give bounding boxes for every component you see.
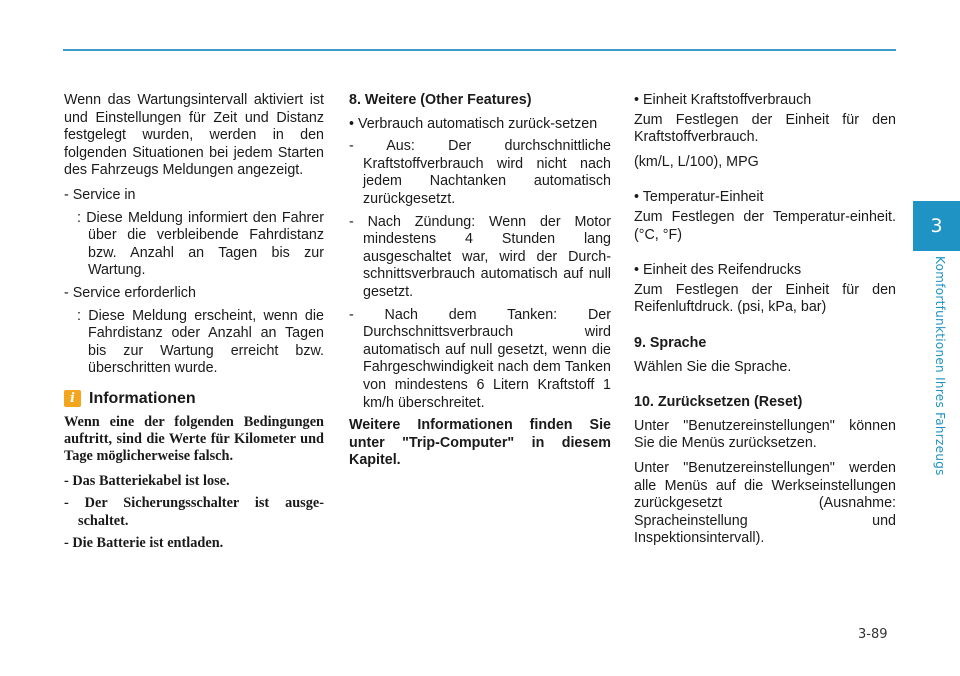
info-text: Wenn eine der folgenden Bedingungen auftritt, sind die Werte für Kilometer und Tage möglicherweise falsch. (64, 413, 324, 465)
section-9-heading: 9. Sprache (634, 334, 707, 351)
column-3 (634, 92, 896, 548)
option-after-refuel: - Nach dem Tanken: Der Durchschnittsverbrauch wird automatisch auf null gesetzt, wenn die Fahrgeschwindigkeit nach dem Tanken von mindestens 6 Litern Kraftstoff 1 km/h überschreitet. (349, 306, 611, 411)
service-in-text: : Diese Meldung informiert den Fahrer über die verbleibende Fahrdistanz bzw. Anzahl an Tagen bis zur Wartung. (77, 209, 324, 279)
section-10-text-1: Unter "Benutzereinstellungen" können Sie die Menüs zurücksetzen. (634, 417, 896, 452)
temp-unit-text: Zum Festlegen der Temperatur-einheit. (°C, °F) (634, 208, 896, 243)
fuel-unit-bullet: • Einheit Kraftstoffverbrauch (634, 92, 812, 108)
info-item-1: - Das Batteriekabel ist lose. (64, 472, 230, 489)
service-required-title: - Service erforderlich (64, 284, 196, 301)
intro-paragraph: Wenn das Wartungsintervall aktiviert ist und Einstellungen für Zeit und Distanz festgelegt wurden, werden in den folgenden Situationen bei jedem Starten des Fahrzeugs Meldungen angezeigt. (64, 92, 324, 179)
column-2 (349, 92, 611, 470)
chapter-number: 3 (930, 215, 943, 237)
temp-unit-bullet: • Temperatur-Einheit (634, 189, 764, 206)
tire-unit-bullet: • Einheit des Reifendrucks (634, 262, 802, 279)
chapter-tab (913, 201, 960, 251)
trip-computer-note: Weitere Informationen finden Sie unter "Trip-Computer" in diesem Kapitel. (349, 417, 611, 469)
info-item-2: - Der Sicherungsschalter ist ausge-schaltet. (64, 495, 324, 529)
column-1 (64, 92, 324, 557)
section-8-heading: 8. Weitere (Other Features) (349, 92, 532, 108)
info-heading (64, 390, 324, 408)
option-off: - Aus: Der durchschnittliche Kraftstoffverbrauch wird nicht nach jedem Nachtanken automatisch zurückgesetzt. (349, 138, 611, 207)
info-item-3: - Die Batterie ist entladen. (64, 534, 224, 551)
info-title: Informationen (89, 389, 196, 407)
option-after-ignition: - Nach Zündung: Wenn der Motor mindestens 4 Stunden lang ausgeschaltet war, wird der Durch-schnittsverbrauch automatisch auf null gesetzt. (349, 213, 611, 300)
chapter-title: Komfortfunktionen Ihres Fahrzeugs (933, 256, 947, 476)
service-required-text: : Diese Meldung erscheint, wenn die Fahrdistanz oder Anzahl an Tagen bis zur Wartung erreicht bzw. überschritten wurde. (77, 307, 324, 377)
page-number: 3-89 (858, 627, 888, 642)
auto-reset-bullet: • Verbrauch automatisch zurück-setzen (349, 115, 598, 132)
section-9-text: Wählen Sie die Sprache. (634, 358, 792, 375)
info-icon: i (64, 390, 81, 407)
header-rule (63, 49, 896, 51)
fuel-unit-text: Zum Festlegen der Einheit für den Kraftstoffverbrauch. (634, 111, 896, 146)
fuel-unit-options: (km/L, L/100), MPG (634, 153, 759, 170)
section-10-text-2: Unter "Benutzereinstellungen" werden alle Menüs auf die Werkseinstellungen zurückgesetzt (Ausnahme: Spracheinstellung und Inspektionsintervall). (634, 459, 896, 547)
service-in-title: - Service in (64, 186, 136, 203)
section-10-heading: 10. Zurücksetzen (Reset) (634, 394, 803, 411)
tire-unit-text: Zum Festlegen der Einheit für den Reifenluftdruck. (psi, kPa, bar) (634, 281, 896, 316)
